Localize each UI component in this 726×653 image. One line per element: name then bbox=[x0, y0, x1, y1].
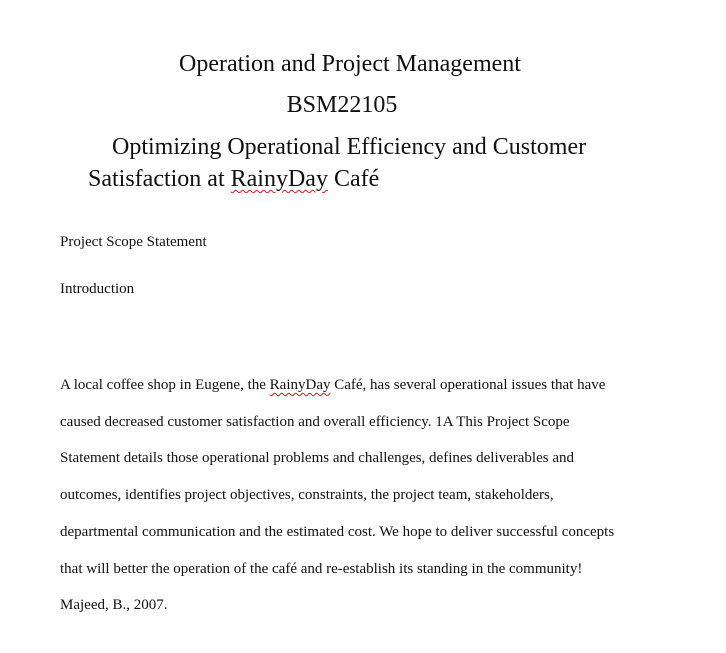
body-line-5: departmental communication and the estimated cost. We hope to deliver successful concepts bbox=[60, 524, 615, 540]
body-line-3: Statement details those operational problems and challenges, defines deliverables and bbox=[60, 450, 574, 466]
course-title: Operation and Project Management bbox=[179, 51, 521, 77]
body-line-1-start: A local coffee shop in Eugene, the bbox=[60, 377, 270, 393]
spellcheck-flagged-word[interactable]: RainyDay bbox=[230, 166, 328, 192]
introduction-heading: Introduction bbox=[60, 281, 135, 297]
scope-statement-heading: Project Scope Statement bbox=[60, 234, 207, 250]
body-line-6: that will better the operation of the café and re-establish its standing in the community! bbox=[60, 561, 583, 577]
project-title-line-2-start: Satisfaction at bbox=[88, 166, 231, 192]
body-line-1-end: Café, has several operational issues that have bbox=[330, 377, 606, 393]
body-line-4: outcomes, identifies project objectives, constraints, the project team, stakeholders, bbox=[60, 487, 554, 503]
citation: Majeed, B., 2007. bbox=[60, 597, 168, 613]
course-code: BSM22105 bbox=[286, 92, 398, 118]
body-line-2: caused decreased customer satisfaction and overall efficiency. 1A This Project Scope bbox=[60, 414, 570, 430]
spellcheck-flagged-word[interactable]: RainyDay bbox=[269, 377, 331, 393]
project-title-line-1: Optimizing Operational Efficiency and Customer bbox=[112, 134, 587, 160]
body-line-1 bbox=[60, 376, 605, 394]
project-title-line-2-end: Café bbox=[327, 166, 380, 192]
project-title-line-2 bbox=[88, 165, 379, 193]
